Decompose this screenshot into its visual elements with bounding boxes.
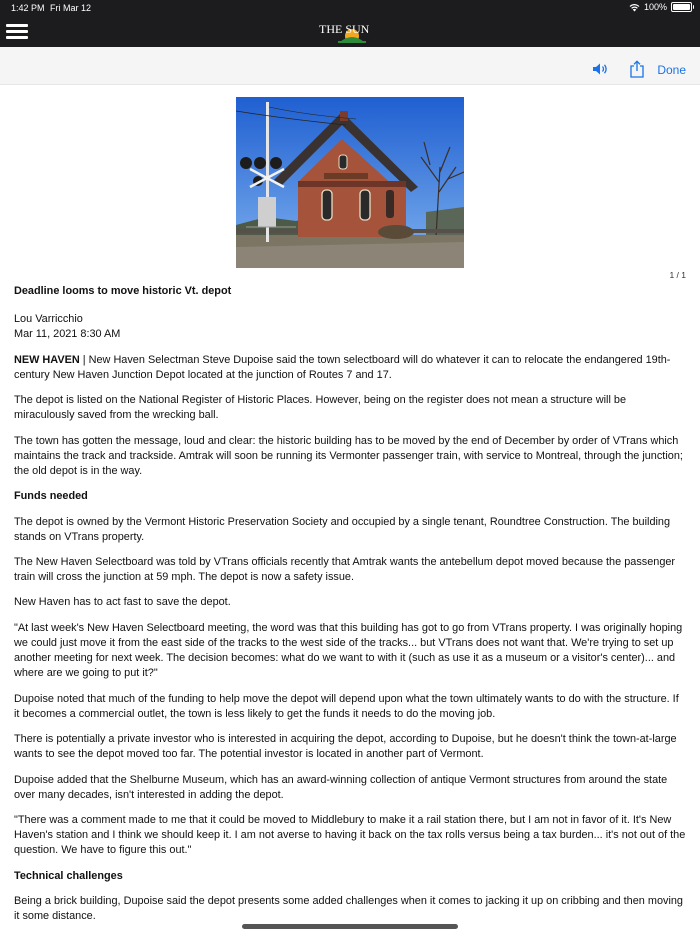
wifi-icon [629, 3, 640, 12]
article-paragraph: Being a brick building, Dupoise said the depot presents some added challenges when it comes to jacking it up on cribbing and then moving it some distance. [14, 894, 683, 923]
speaker-icon[interactable] [592, 62, 610, 76]
dateline: NEW HAVEN [14, 353, 80, 366]
home-indicator[interactable] [242, 924, 458, 929]
article-paragraph: The town has gotten the message, loud and clear: the historic building has to be moved by the end of December by order of VTrans which maintains the track and trackside. Amtrak will soon be running its Vermonter passenger train, with service to Montreal, through the junction; the old depot is in the way. [14, 434, 683, 477]
share-icon[interactable] [629, 60, 645, 78]
battery-percent: 100% [643, 2, 667, 12]
article-author: Lou Varricchio [14, 313, 83, 326]
article-paragraph: There is potentially a private investor who is interested in acquiring the depot, according to Dupoise, but he doesn't think the town-at-large wants to see the depot moved too far. The potential investor is located in another part of Vermont. [14, 733, 677, 761]
article-subheading: Technical challenges [14, 869, 123, 882]
photo-counter: 1 / 1 [669, 270, 686, 280]
article-subheading: Funds needed [14, 490, 88, 503]
article-body [14, 284, 686, 934]
article-paragraph: "There was a comment made to me that it could be moved to Middlebury to make it a rail station there, but I am not in favor of it. It's New Haven's station and I think we should keep it. I am not averse to having it back on the tax rolls versus being a tax burden... it's not out of the question. We have to figure this out." [14, 814, 686, 857]
article-headline: Deadline looms to move historic Vt. depot [14, 285, 232, 297]
article-paragraph: New Haven has to act fast to save the depot. [14, 596, 231, 609]
status-date: Fri Mar 12 [50, 3, 92, 13]
hamburger-menu-icon[interactable] [6, 24, 28, 40]
article-paragraph: Dupoise noted that much of the funding to help move the depot will depend upon what the town ultimately wants to do with the structure. If it becomes a commercial outlet, the town is less likely to get the funds it needs to do the moving job. [14, 692, 679, 720]
status-time: 1:42 PM [11, 3, 45, 13]
status-right [629, 2, 692, 12]
article-paragraph: The New Haven Selectboard was told by VTrans officials recently that Amtrak wants the antebellum depot moved because the passenger train will cross the junction at 59 mph. The depot is now a safety issue. [14, 556, 676, 584]
article-paragraph: The depot is listed on the National Register of Historic Places. However, being on the register does not mean a structure will be miraculously saved from the wrecking ball. [14, 394, 627, 422]
battery-icon [671, 2, 692, 12]
article-paragraph: "At last week's New Haven Selectboard meeting, the word was that this building has got to go from VTrans property. I was originally hoping we could just move it from the east side of the tracks to the west side of the tracks... but VTrans does not want that. We're trying to set up another meeting for next week. The decision becomes: what do we want to with it (such as use it as a museum or a visitor's center)... and where are we going to put it?" [14, 621, 683, 680]
app-header [0, 16, 700, 47]
article-photo[interactable] [236, 97, 464, 268]
status-bar [0, 0, 700, 16]
article-date: Mar 11, 2021 8:30 AM [14, 328, 121, 341]
byline [14, 312, 686, 342]
article-toolbar [0, 47, 700, 85]
article-paragraph: The depot is owned by the Vermont Historic Preservation Society and occupied by a single tenant, Roundtree Construction. The building stands on VTrans property. [14, 515, 671, 543]
article-paragraph: NEW HAVEN | New Haven Selectman Steve Dupoise said the town selectboard will do whatever it can to relocate the endangered 19th-century New Haven Junction Depot located at the junction of Routes 7 and 17. [14, 353, 671, 381]
article-paragraph: Dupoise added that the Shelburne Museum, which has an award-winning collection of antique Vermont structures from around the state over many decades, isn't interested in adding the depot. [14, 773, 668, 801]
done-button[interactable]: Done [657, 63, 686, 77]
logo-text: THE SUN [319, 22, 370, 36]
the-sun-logo [318, 20, 384, 44]
